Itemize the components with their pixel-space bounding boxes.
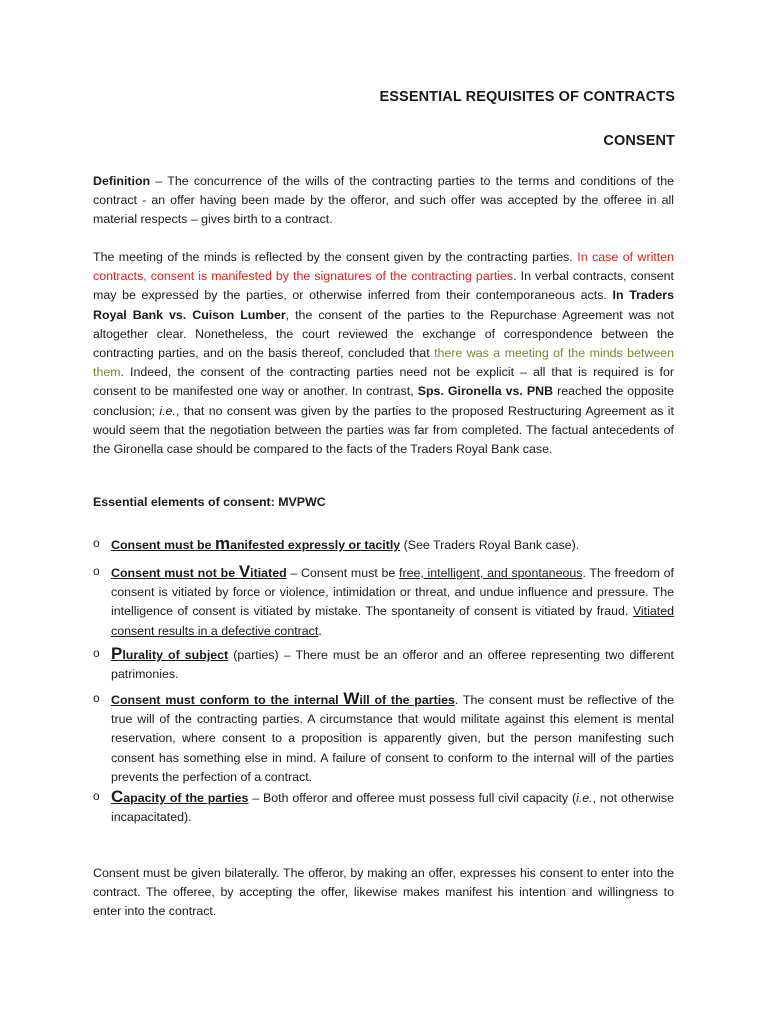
case-gironella: Sps. Gironella vs. PNB [417,384,554,399]
bilateral-consent-paragraph: Consent must be given bilaterally. The offeror, by making an offer, expresses his consent to enter into the contract. The offeree, by accepting the offer, likewise makes manifest his intention and willingness to enter into the contract. [93,866,674,919]
element-text: – Consent must be [286,566,400,580]
underlined-phrase: Vitiated consent results in a defective contract [111,604,674,638]
highlight-red: In case of written contracts, consent is manifested by the signatures of the contracting parties [93,250,674,284]
element-text: . The consent must be reflective of the true will of the contracting parties. A circumstance that would militate against this element is mental reservation, where consent to a proposition is apparently given, but the person manifesting such consent has something else in mind. A failure of consent to conform to the internal will of the parties prevents the perfection of a contract. [111,693,674,784]
definition-label: Definition [93,174,151,188]
bullet-icon: o [93,789,100,803]
underlined-phrase: free, intelligent, and spontaneous [399,566,583,580]
list-item [93,562,674,641]
element-letter: V [238,562,251,581]
element-letter: P [111,644,123,663]
element-label: ill of the parties [359,693,455,707]
ie-italic: i.e. [576,791,593,805]
element-label: anifested expressly or tacitly [230,538,401,552]
element-text: (parties) – There must be an offeror and an offeree representing two different patrimonies. [111,648,674,682]
section-title: CONSENT [603,133,675,149]
bullet-icon: o [93,691,100,705]
element-text: – Both offeror and offeree must possess full civil capacity ( [248,791,577,805]
element-text: (See Traders Royal Bank case). [400,538,580,552]
meeting-text-1: The meeting of the minds is reflected by the consent given by the contracting parties. [93,250,578,264]
meeting-of-minds-paragraph [93,248,674,459]
highlight-green: there was a meeting of the minds between them [93,346,674,380]
element-label: apacity of the parties [123,791,249,805]
element-letter: m [214,534,231,553]
elements-heading: Essential elements of consent: MVPWC [93,495,326,509]
element-letter: C [111,787,124,806]
bullet-icon: o [93,536,100,550]
meeting-text-4: . Indeed, the consent of the contracting parties need not be explicit – all that is required is for consent to be manifested one way or another. In contrast, [93,365,674,399]
element-letter: W [343,689,360,708]
element-label: Consent must conform to the internal [111,693,344,707]
list-item [93,534,674,555]
bullet-icon: o [93,646,100,660]
bullet-icon: o [93,564,100,578]
meeting-text-3: , the consent of the parties to the Repurchase Agreement was not altogether clear. Nonetheless, the court reviewed the exchange of correspondence between the contracting parties, and on the basis thereof, concluded that [93,307,674,361]
element-text: . [318,623,322,638]
list-item [93,787,674,827]
meeting-text-6: , that no consent was given by the parties to the proposed Restructuring Agreement as it would seem that the negotiation between the parties was far from completed. The factual antecedents of the Gironella case should be compared to the facts of the Traders Royal Bank case. [93,403,674,457]
element-text: , not otherwise incapacitated). [111,791,674,825]
meeting-text-5: reached the opposite conclusion; [93,384,674,418]
element-label: Consent must be [111,538,215,552]
definition-text: – The concurrence of the wills of the contracting parties to the terms and conditions of the contract - an offer having been made by the offeror, and such offer was accepted by the offeree in all material respects – gives birth to a contract. [93,174,674,227]
element-label: Consent must not be [111,566,239,580]
meeting-text-2: . In verbal contracts, consent may be expressed by the parties, or otherwise inferred from their contemporaneous acts. [93,269,675,303]
definition-paragraph [93,172,674,230]
list-item [93,644,674,684]
list-item [93,689,674,787]
element-text: . The freedom of consent is vitiated by force or violence, intimidation or threat, and undue influence and pressure. The intelligence of consent is vitiated by mistake. The spontaneity of consent is vitiated by fraud. [111,566,674,619]
ie-italic: i.e. [159,403,176,418]
element-label: lurality of subject [122,648,229,662]
element-label: itiated [250,566,287,580]
document-title: ESSENTIAL REQUISITES OF CONTRACTS [379,89,675,105]
case-traders-royal-bank: In Traders Royal Bank vs. Cuison Lumber [93,288,674,322]
